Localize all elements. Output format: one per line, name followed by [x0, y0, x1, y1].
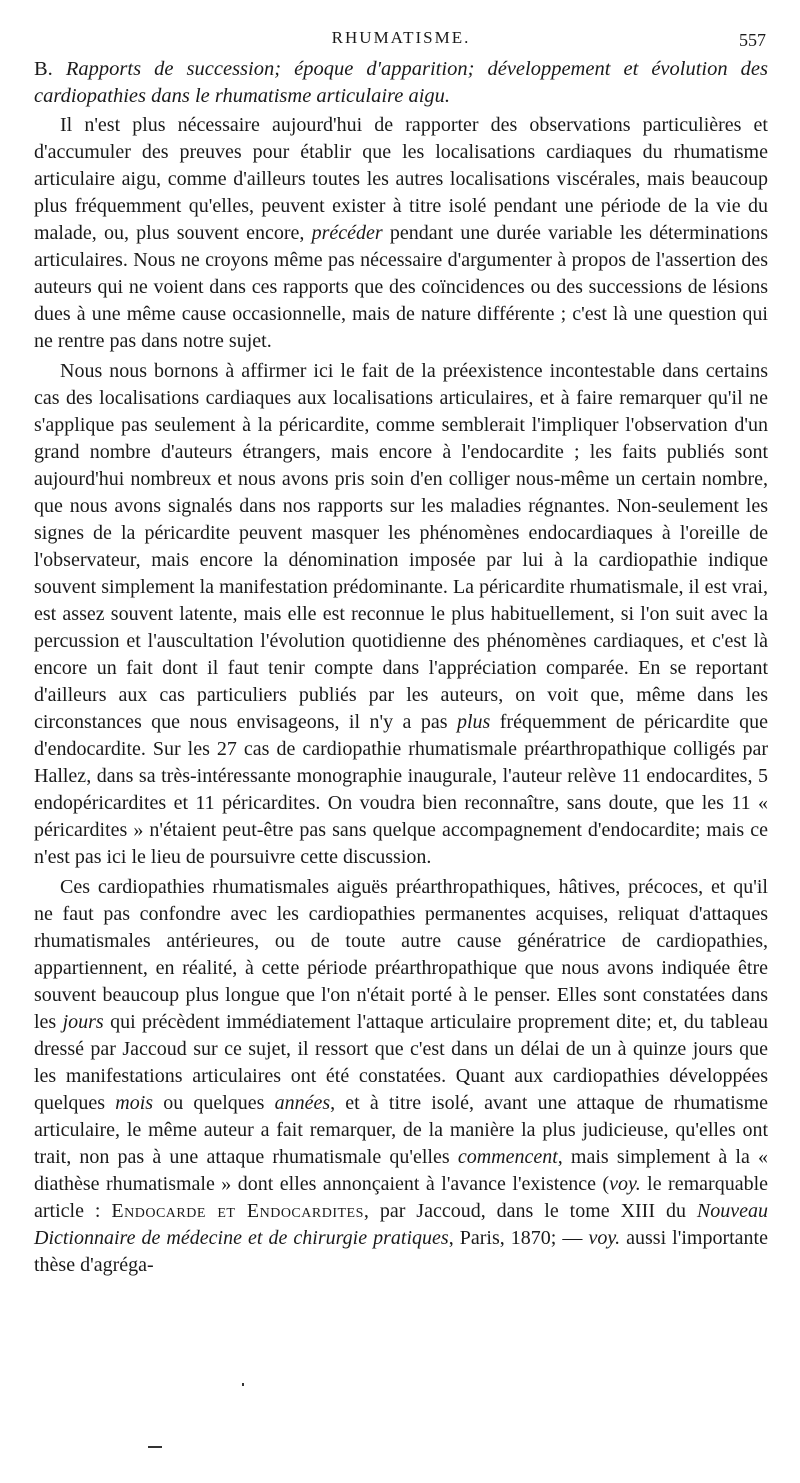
paragraph-2-text-b: fréquemment de péricardite que d'endocardite. Sur les 27 cas de cardiopathie rhumatismale préarthropathique colligés par Hallez, dans sa très-intéressante monographie inaugurale, l'auteur relève 11 endocardites, 5 endopéricardites et 11 péricardites. On voudra bien reconnaître, sans doute, que les 11 « péricardites » n'étaient peut-être pas sans quelque accompagnement d'endocardite; mais ce n'est pas ici le lieu de poursuivre cette discussion.	[34, 711, 768, 868]
paragraph-2	[34, 358, 768, 871]
section-label: B.	[34, 58, 53, 80]
running-title: RHUMATISME.	[331, 28, 471, 47]
paragraph-1-text-a: Il n'est plus nécessaire aujourd'hui de rapporter des observations particulières et d'accumuler des preuves pour établir que les localisations cardiaques du rhumatisme articulaire aigu, comme d'ailleurs toutes les autres localisations viscérales, mais beaucoup plus fréquemment qu'elles, peuvent exister à titre isolé pendant une période de la vie du malade, ou, plus souvent encore,	[34, 114, 768, 244]
book-page	[34, 22, 768, 1279]
paragraph-3-text-f: le remarquable article :	[34, 1173, 768, 1222]
section-title: Rapports de succession; époque d'apparition; développement et évolution des cardiopathies dans le rhumatisme articulaire aigu.	[34, 58, 769, 107]
scan-dash	[148, 1446, 162, 1448]
paragraph-3	[34, 874, 768, 1279]
paragraph-2-text-a: Nous nous bornons à affirmer ici le fait de la préexistence incontestable dans certains cas des localisations cardiaques aux localisations articulaires, et à faire remarquer qu'il ne s'applique pas seulement à la péricardite, comme semblerait l'impliquer l'observation d'un grand nombre d'auteurs étrangers, mais encore à l'endocardite ; les faits publiés sont aujourd'hui nombreux et nous avons pris soin d'en colliger nous-même un certain nombre, que nous avons signalés dans nos rapports sur les maladies régnantes. Non-seulement les signes de la péricardite peuvent masquer les phénomènes endocardiaques à l'oreille de l'observateur, mais encore la dénomination imposée par lui à la cardiopathie indique souvent simplement la manifestation prédominante. La péricardite rhumatismale, il est vrai, est assez souvent latente, mais elle est reconnue le plus habituellement, si l'on suit avec la percussion et l'auscultation l'évolution quotidienne des phénomènes cardiaques, et c'est là encore un fait dont il faut tenir compte dans l'appréciation comparée. En se reportant d'ailleurs aux cas particuliers publiés par les auteurs, on voit que, même dans les circonstances que nous envisageons, il n'y a pas	[34, 360, 768, 733]
scan-speck	[242, 1383, 244, 1386]
paragraph-3-emphasis-annees: années	[274, 1092, 331, 1114]
paragraph-3-small-caps-article: Endocarde et Endocardites	[111, 1200, 364, 1222]
paragraph-3-text-g: , par Jaccoud, dans le tome XIII du	[363, 1200, 697, 1222]
paragraph-3-text-e: , mais simplement à la « diathèse rhumatismale » dont elles annonçaient à l'avance l'existence (	[34, 1146, 768, 1195]
paragraph-3-text-h: , Paris, 1870; —	[448, 1227, 589, 1249]
running-head	[34, 22, 768, 52]
paragraph-3-emphasis-dictionnaire: Nouveau Dictionnaire de médecine et de chirurgie pratiques	[34, 1200, 768, 1249]
paragraph-3-text-d: , et à titre isolé, avant une attaque de rhumatisme articulaire, le même auteur a fait remarquer, de la manière la plus judicieuse, qu'elles ont trait, non pas à une attaque rhumatismale qu'elles	[34, 1092, 769, 1168]
paragraph-1-text-b: pendant une durée variable les déterminations articulaires. Nous ne croyons même pas nécessaire d'argumenter à propos de l'assertion des auteurs qui ne voient dans ces rapports que des coïncidences ou des successions de lésions dues à une même cause occasionnelle, mais de nature différente ; c'est là une question qui ne rentre pas dans notre sujet.	[34, 222, 768, 352]
section-heading	[34, 56, 768, 110]
paragraph-3-text-a: Ces cardiopathies rhumatismales aiguës préarthropathiques, hâtives, précoces, et qu'il ne faut pas confondre avec les cardiopathies permanentes acquises, reliquat d'attaques rhumatismales antérieures, ou de toute autre cause génératrice de cardiopathies, appartiennent, en réalité, à cette période préarthropathique que nous avons indiquée être souvent beaucoup plus longue que l'on n'était porté à le penser. Elles sont constatées dans les	[34, 876, 768, 1033]
paragraph-1	[34, 112, 768, 355]
page-number: 557	[739, 30, 766, 50]
paragraph-1-emphasis: précéder	[311, 222, 383, 244]
paragraph-2-emphasis: plus	[456, 711, 491, 733]
paragraph-3-text-b: qui précèdent immédiatement l'attaque articulaire proprement dite; et, du tableau dressé par Jaccoud sur ce sujet, il ressort que c'est dans un délai de un à quinze jours que les manifestations articulaires ont été constatées. Quant aux cardiopathies développées quelques	[34, 1011, 768, 1114]
paragraph-3-text-i: aussi l'importante thèse d'agréga-	[34, 1227, 768, 1276]
paragraph-3-emphasis-mois: mois	[115, 1092, 154, 1114]
paragraph-3-emphasis-commencent: commencent	[457, 1146, 558, 1168]
paragraph-3-emphasis-voy-1: voy.	[609, 1173, 641, 1195]
paragraph-3-text-c: ou quelques	[153, 1092, 275, 1114]
paragraph-3-emphasis-jours: jours	[62, 1011, 104, 1033]
paragraph-3-emphasis-voy-2: voy.	[588, 1227, 621, 1249]
